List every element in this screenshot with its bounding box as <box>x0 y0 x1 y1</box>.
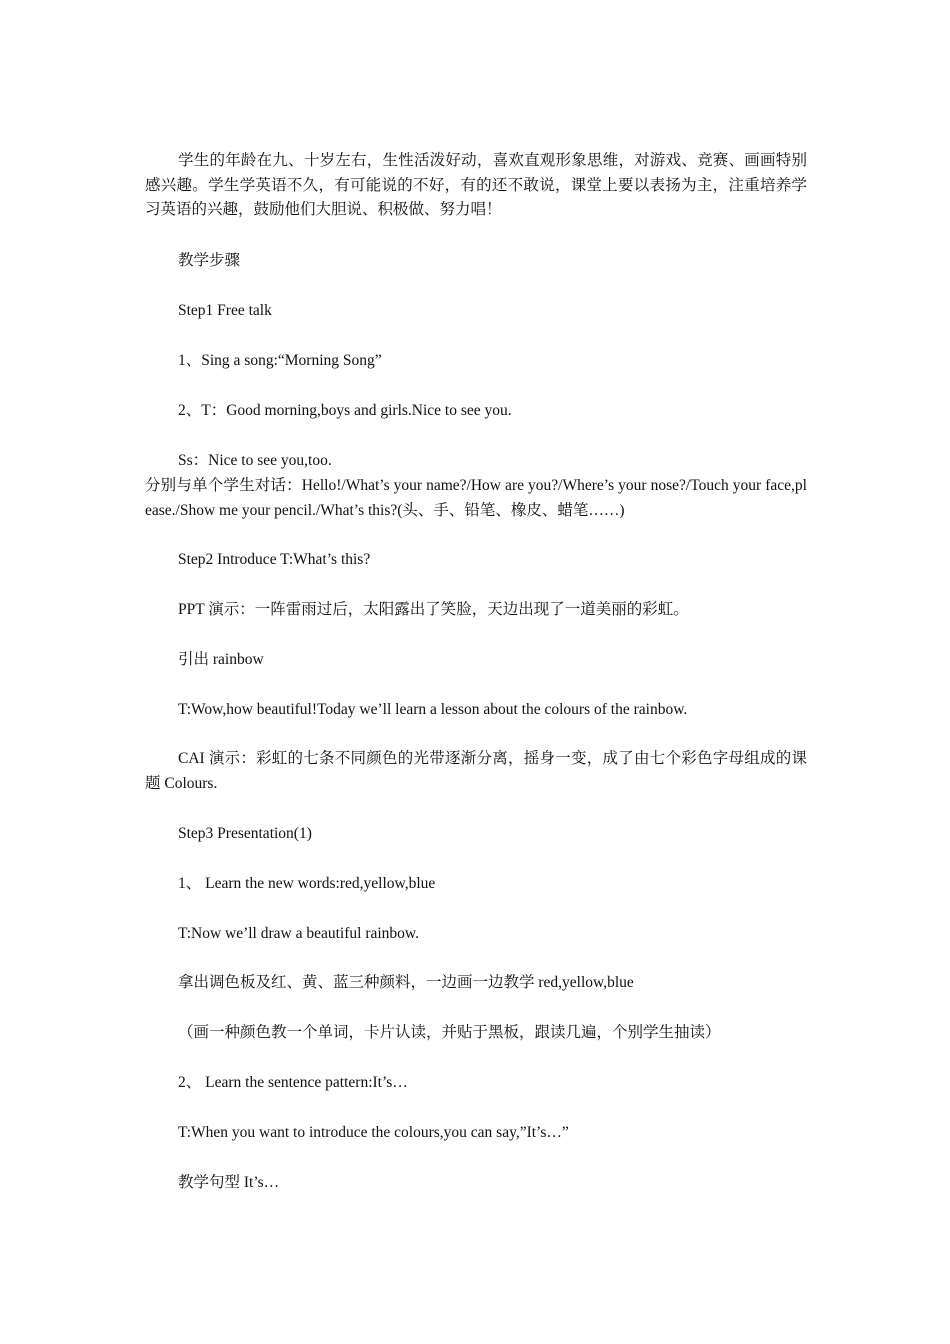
step2-teacher-line: T:Wow,how beautiful!Today we’ll learn a lesson about the colours of the rainbow. <box>178 701 688 718</box>
step2-cai-demo: CAI 演示：彩虹的七条不同颜色的光带逐渐分离，摇身一变，成了由七个彩色字母组成的课题 Colours. <box>145 750 807 792</box>
intro-paragraph: 学生的年龄在九、十岁左右，生性活泼好动，喜欢直观形象思维，对游戏、竞赛、画画特别感兴趣。学生学英语不久，有可能说的不好，有的还不敢说，课堂上要以表扬为主，注重培养学习英语的兴趣，鼓励他们大胆说、积极做、努力唱！ <box>145 152 807 218</box>
step1-item-1: 1、Sing a song:“Morning Song” <box>178 352 382 369</box>
step3-heading: Step3 Presentation(1) <box>178 825 312 842</box>
step3-activity-note: （画一种颜色教一个单词，卡片认读，并贴于黑板，跟读几遍，个别学生抽读） <box>178 1024 721 1041</box>
step2-ppt-demo: PPT 演示：一阵雷雨过后，太阳露出了笑脸，天边出现了一道美丽的彩虹。 <box>178 601 689 618</box>
step3-item-2: 2、 Learn the sentence pattern:It’s… <box>178 1074 408 1091</box>
step3-sentence-pattern: 教学句型 It’s… <box>178 1174 280 1191</box>
step3-palette-activity: 拿出调色板及红、黄、蓝三种颜料，一边画一边教学 red,yellow,blue <box>178 974 634 991</box>
step3-item-1: 1、 Learn the new words:red,yellow,blue <box>178 875 436 892</box>
step1-dialogue-paragraph: 分别与单个学生对话：Hello!/What’s your name?/How are you?/Where’s your nose?/Touch your face,please./Show me your pencil./What’s this?(头、手、铅笔、橡皮、蜡笔……) <box>145 477 807 519</box>
step1-heading: Step1 Free talk <box>178 302 272 319</box>
step3-teacher-line-2: T:When you want to introduce the colours,you can say,”It’s…” <box>178 1124 569 1141</box>
step2-introduce-rainbow: 引出 rainbow <box>178 651 264 668</box>
step3-teacher-line: T:Now we’ll draw a beautiful rainbow. <box>178 925 419 942</box>
step1-item-2: 2、T：Good morning,boys and girls.Nice to see you. <box>178 402 512 419</box>
step1-students-reply: Ss：Nice to see you,too. <box>178 452 332 469</box>
step2-heading: Step2 Introduce T:What’s this? <box>178 551 371 568</box>
section-heading-teaching-steps: 教学步骤 <box>178 252 241 269</box>
